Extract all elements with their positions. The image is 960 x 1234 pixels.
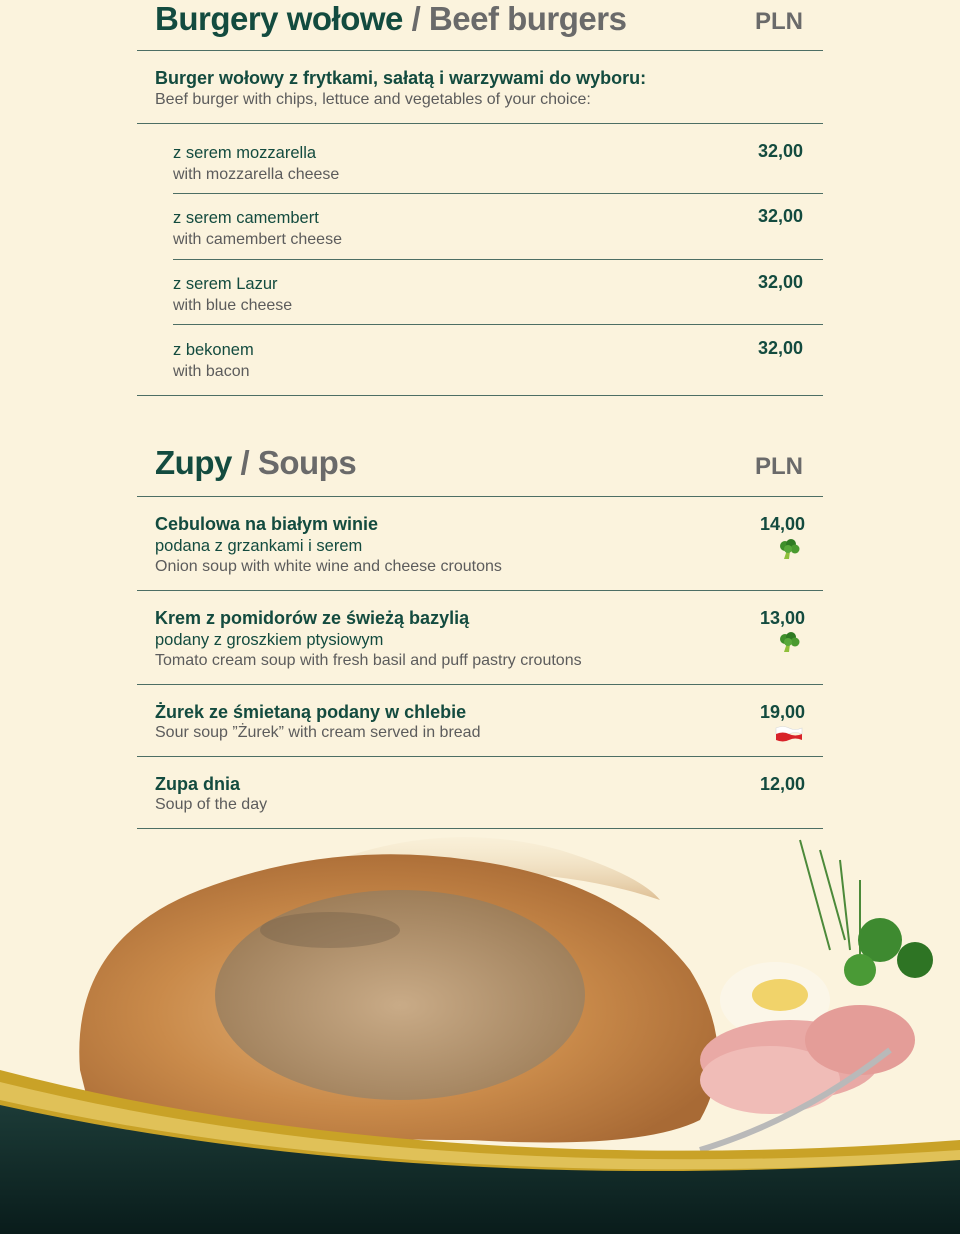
- vegetarian-broccoli-icon: [777, 538, 801, 560]
- menu-item-name-en: Soup of the day: [155, 796, 268, 813]
- divider: [137, 496, 823, 497]
- menu-item-name-en: Tomato cream soup with fresh basil and puff pastry croutons: [155, 652, 582, 669]
- title-en: Soups: [257, 444, 357, 481]
- menu-item-name-en: Onion soup with white wine and cheese croutons: [155, 558, 502, 575]
- divider: [137, 684, 823, 685]
- title-pl: Zupy: [155, 444, 232, 481]
- currency-label: PLN: [755, 453, 803, 480]
- menu-item-price: 12,00: [759, 774, 805, 794]
- polish-flag-icon: [775, 725, 803, 743]
- divider: [173, 259, 823, 260]
- burger-intro-pl: Burger wołowy z frytkami, sałatą i warzywami do wyboru:: [155, 68, 647, 88]
- divider: [137, 395, 823, 396]
- currency-label: PLN: [755, 8, 803, 35]
- menu-item-name-pl: Krem z pomidorów ze świeżą bazylią: [155, 608, 470, 628]
- divider: [137, 50, 823, 51]
- divider: [137, 756, 823, 757]
- divider: [137, 123, 823, 124]
- divider: [173, 324, 823, 325]
- menu-item-price: 14,00: [759, 514, 805, 534]
- divider: [173, 193, 823, 194]
- menu-item-name-en: Sour soup ”Żurek” with cream served in bread: [155, 724, 481, 741]
- menu-item-name-pl: Żurek ze śmietaną podany w chlebie: [155, 702, 467, 722]
- menu-item-price: 13,00: [759, 608, 805, 628]
- title-separator: /: [411, 0, 421, 37]
- burger-intro-en: Beef burger with chips, lettuce and vegetables of your choice:: [155, 91, 591, 108]
- menu-item-price: 19,00: [759, 702, 805, 722]
- section-title-burgers: [155, 0, 626, 38]
- menu-item-name-en: with bacon: [173, 363, 250, 380]
- menu-item-name-pl: Cebulowa na białym winie: [155, 514, 379, 534]
- menu-item-name-pl: Zupa dnia: [155, 774, 240, 794]
- menu-item-subtitle: podana z grzankami i serem: [155, 537, 363, 555]
- menu-item-name-pl: z serem mozzarella: [173, 144, 317, 162]
- menu-item-subtitle: podany z groszkiem ptysiowym: [155, 631, 384, 649]
- menu-item-price: 32,00: [757, 141, 803, 161]
- title-pl: Burgery wołowe: [155, 0, 403, 37]
- menu-item-name-pl: z bekonem: [173, 341, 254, 359]
- menu-item-price: 32,00: [757, 206, 803, 226]
- soup-in-bread-bowl-illustration: [0, 820, 960, 1234]
- menu-item-name-pl: z serem Lazur: [173, 275, 278, 293]
- menu-item-name-en: with blue cheese: [173, 297, 293, 314]
- vegetarian-broccoli-icon: [777, 631, 801, 653]
- section-title-soups: [155, 444, 356, 482]
- divider: [137, 590, 823, 591]
- title-en: Beef burgers: [428, 0, 627, 37]
- menu-item-price: 32,00: [757, 272, 803, 292]
- menu-item-price: 32,00: [757, 338, 803, 358]
- menu-item-name-en: with mozzarella cheese: [173, 166, 340, 183]
- menu-item-name-pl: z serem camembert: [173, 209, 319, 227]
- menu-item-name-en: with camembert cheese: [173, 231, 342, 248]
- title-separator: /: [240, 444, 250, 481]
